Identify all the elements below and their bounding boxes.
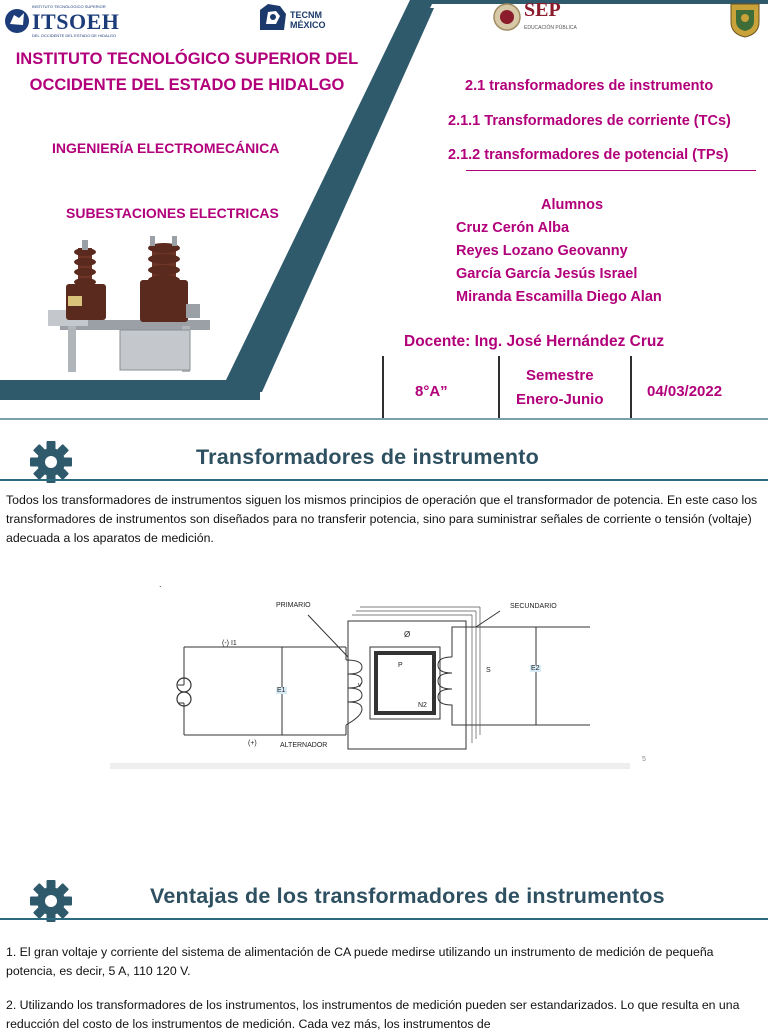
section-header-rule (0, 479, 768, 481)
itsoeh-logo (4, 4, 120, 38)
itsoeh-top-text: INSTITUTO TECNOLÓGICO SUPERIOR (32, 4, 106, 9)
institute-title (4, 46, 370, 98)
tecnm-logo (256, 2, 346, 36)
itsoeh-bottom-text: DEL OCCIDENTE DEL ESTADO DE HIDALGO (32, 33, 117, 38)
subject-name: SUBESTACIONES ELECTRICAS (66, 205, 279, 221)
topic-2-1-2: 2.1.2 transformadores de potencial (TPs) (448, 147, 729, 163)
state-shield-icon (728, 2, 762, 38)
cover-bottom-band (0, 380, 260, 400)
alternador-label: ALTERNADOR (280, 742, 328, 749)
section-title: Ventajas de los transformadores de instrumentos (150, 884, 665, 908)
p-label: P (398, 662, 403, 669)
advantage-item-2: 2. Utilizando los transformadores de los instrumentos, los instrumentos de medición pueden ser estandarizados. Lo que resulta en una reducción del costo de los instrumentos de medición. Cada vez más, los instrumentos de (6, 998, 740, 1031)
student-2: Reyes Lozano Geovanny (456, 243, 628, 259)
student-1: Cruz Cerón Alba (456, 220, 570, 236)
tecnm-emblem-icon (256, 2, 288, 34)
institute-title-line2: OCCIDENTE DEL ESTADO DE HIDALGO (29, 76, 345, 94)
cover-bottom-strip (0, 418, 768, 420)
advantage-item-1: 1. El gran voltaje y corriente del sistema de alimentación de CA puede medirse utilizando un instrumento de medición de pequeña potencia, es decir, 5 A, 110 120 V. (6, 945, 714, 978)
e2-label: E2 (531, 665, 540, 672)
career-name: INGENIERÍA ELECTROMECÁNICA (52, 140, 280, 156)
student-3: García García Jesús Israel (456, 266, 638, 282)
itsoeh-name: ITSOEH (32, 9, 120, 34)
section-header-instrument-transformers (0, 433, 768, 489)
semester-label: Semestre (526, 367, 594, 384)
sep-logo (492, 0, 602, 34)
tecnm-text: TECNM (290, 10, 322, 20)
info-divider-2 (498, 356, 500, 418)
topic-2-1-1: 2.1.1 Transformadores de corriente (TCs) (448, 113, 731, 129)
student-4: Miranda Escamilla Diego Alan (456, 289, 662, 305)
info-divider-3 (630, 356, 632, 418)
intro-paragraph: Todos los transformadores de instrumentos siguen los mismos principios de operación que el transformador de potencia. En este caso los transformadores de instrumentos son diseñados para no transferir potencia, sino para suministrar señales de corriente o tensión (voltaje) adecuada a los aparatos de medición. (6, 493, 758, 545)
s-label: S (486, 667, 491, 674)
state-emblem-logo (728, 2, 762, 38)
sep-subtext: EDUCACIÓN PÚBLICA (524, 25, 577, 31)
n2-label: N2 (418, 702, 427, 709)
diagram-dot: . (159, 579, 162, 589)
transformer-circuit-diagram (100, 579, 660, 785)
tecnm-country-text: MÉXICO (290, 20, 326, 30)
students-heading: Alumnos (541, 197, 604, 213)
teacher-name: Docente: Ing. José Hernández Cruz (404, 333, 665, 350)
itsoeh-emblem-icon (4, 6, 30, 36)
secundario-label: SECUNDARIO (510, 603, 557, 610)
topics-underline (466, 170, 756, 171)
plus-label: (+) (248, 740, 257, 747)
institute-title-line1: INSTITUTO TECNOLÓGICO SUPERIOR DEL (15, 50, 359, 68)
current-i1-label: (-) I1 (222, 640, 237, 647)
e1-label: E1 (277, 687, 286, 694)
section-header-advantages (0, 872, 768, 928)
primario-label: PRIMARIO (276, 602, 311, 609)
semester-value: Enero-Junio (516, 391, 604, 408)
section-title: Transformadores de instrumento (196, 445, 539, 469)
group-value: 8°A” (415, 383, 448, 400)
section-header-rule (0, 918, 768, 920)
v-label: v (358, 682, 362, 689)
instrument-transformer-image (40, 234, 222, 378)
flux-phi-label: Ø (404, 630, 411, 639)
cover-slide (0, 0, 768, 420)
info-divider-1 (382, 356, 384, 418)
sep-text: SEP (524, 0, 561, 21)
circuit-drawing (100, 585, 660, 785)
slide-page-number: 5 (642, 756, 646, 763)
topic-2-1: 2.1 transformadores de instrumento (465, 78, 714, 94)
date-value: 04/03/2022 (647, 383, 723, 400)
sep-seal-icon (492, 2, 522, 32)
